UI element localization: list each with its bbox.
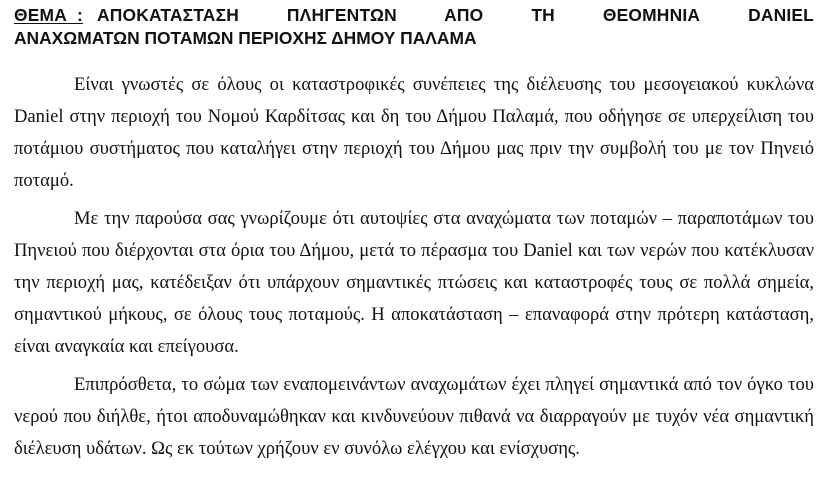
paragraph-2: Με την παρούσα σας γνωρίζουμε ότι αυτοψίες στα αναχώματα των ποταμών – παραποτάμων του Πηνειού που διέρχονται στα όρια του Δήμου, μετά το πέρασμα του Daniel και των νερών που κατέκλυσαν την περιοχή μας, κατέδειξαν ότι υπάρχουν σημαντικές πτώσεις και καταστροφές τους σε πολλά σημεία, σημαντικού μήκους, σε όλους τους ποταμούς. Η αποκατάσταση – επαναφορά στην πρότερη κατάσταση, είναι αναγκαία και επείγουσα. (14, 208, 814, 357)
subject-heading (14, 4, 814, 50)
subject-label: ΘΕΜΑ : (14, 5, 84, 25)
subject-title-line-1: ΑΠΟΚΑΤΑΣΤΑΣΗ ΠΛΗΓΕΝΤΩΝ ΑΠΟ ΤΗ ΘΕΟΜΗΝΙΑ DANIEL (97, 5, 814, 25)
subject-line-1 (14, 4, 814, 27)
paragraph-1: Είναι γνωστές σε όλους οι καταστροφικές συνέπειες της διέλευσης του μεσογειακού κυκλώνα Daniel στην περιοχή του Νομού Καρδίτσας και δη του Δήμου Παλαμά, που οδήγησε σε υπερχείλιση του ποτάμιου συστήματος που καταλήγει στην περιοχή του Δήμου μας πριν την συμβολή του με τον Πηνειό ποταμό. (14, 74, 814, 191)
paragraph-3: Επιπρόσθετα, το σώμα των εναπομεινάντων αναχωμάτων έχει πληγεί σημαντικά από τον όγκο του νερού που διήλθε, ήτοι αποδυναμώθηκαν και κινδυνεύουν πιθανά να διαρραγούν με τυχόν νέα σημαντική διέλευση υδάτων. Ως εκ τούτων χρήζουν εν συνόλω ελέγχου και ενίσχυσης. (14, 374, 814, 459)
subject-title-line-2: ΑΝΑΧΩΜΑΤΩΝ ΠΟΤΑΜΩΝ ΠΕΡΙΟΧΗΣ ΔΗΜΟΥ ΠΑΛΑΜΑ (14, 28, 477, 48)
